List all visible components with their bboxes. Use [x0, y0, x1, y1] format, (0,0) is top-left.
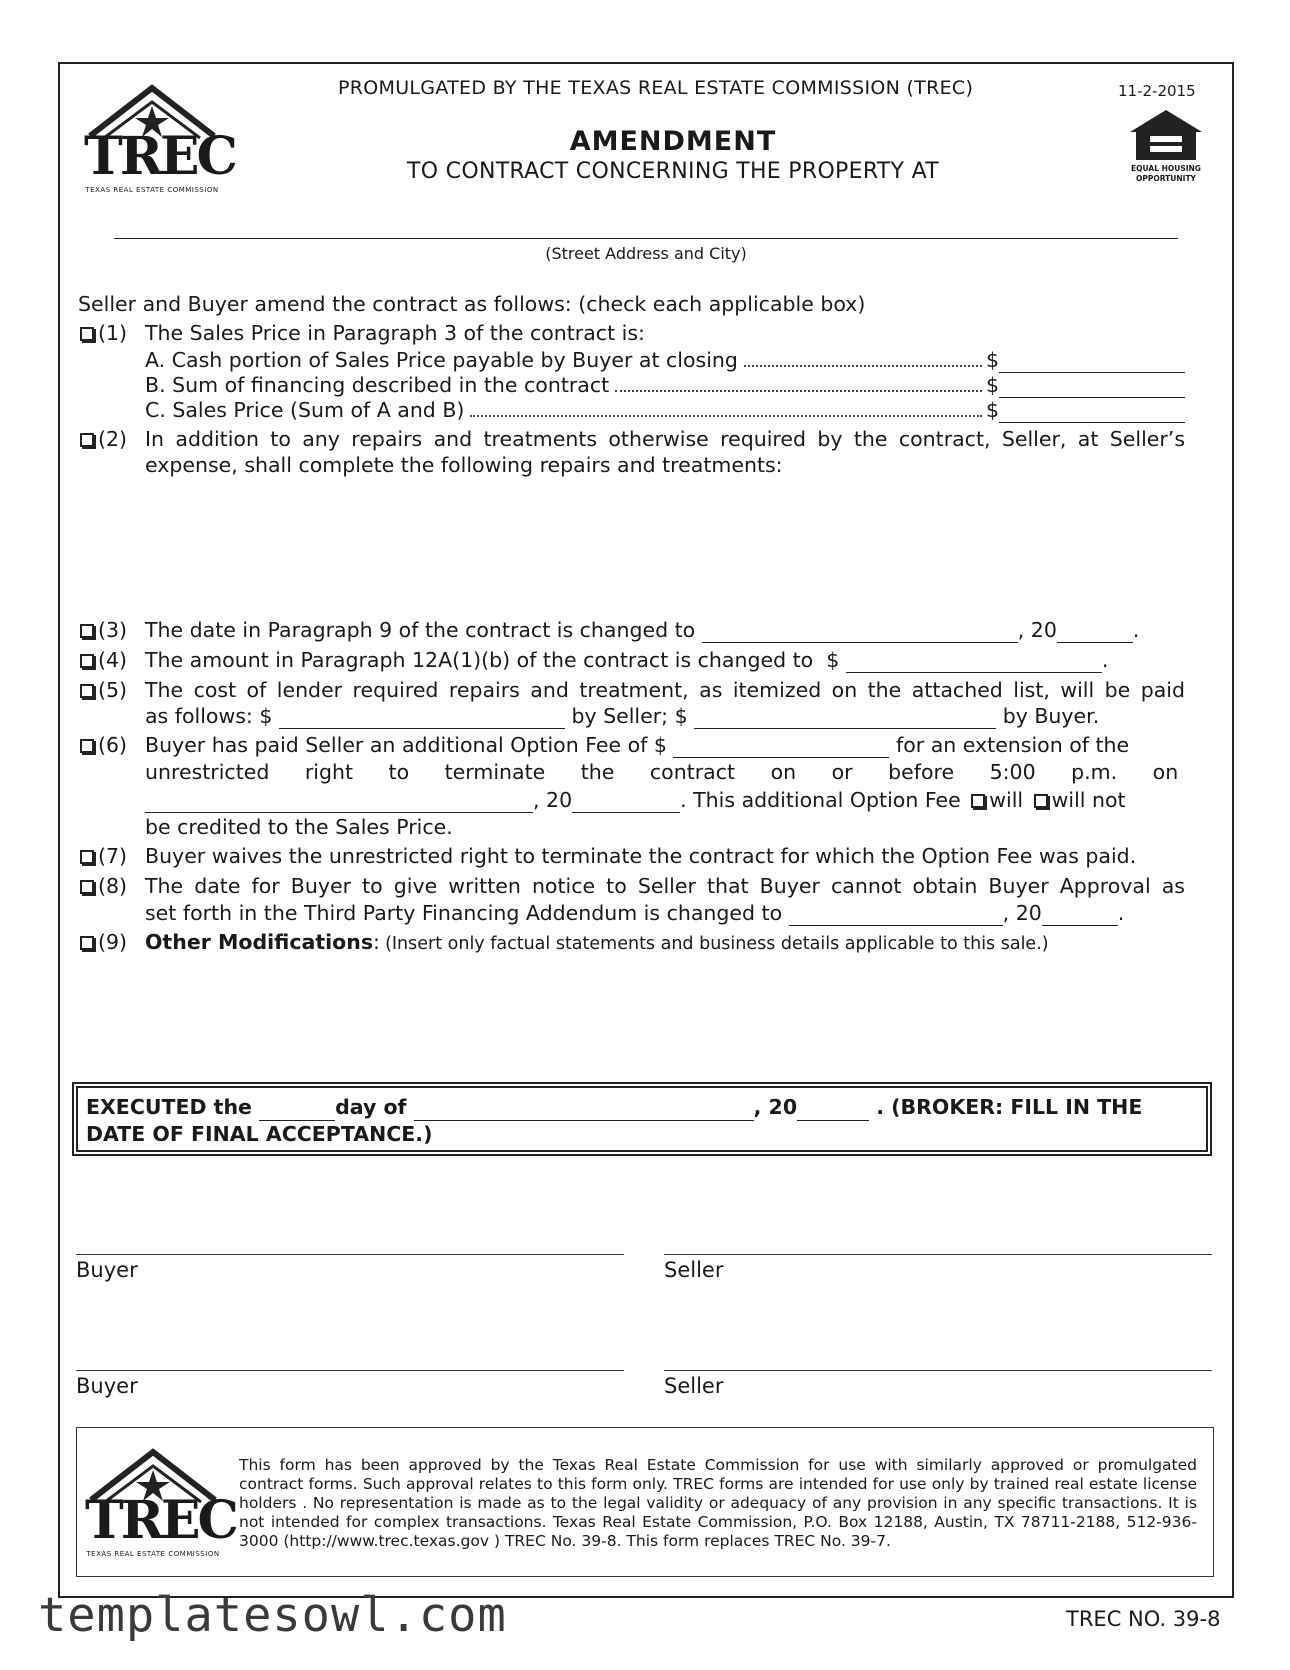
item-6-number [80, 733, 127, 757]
executed-box [76, 1086, 1208, 1152]
buyer-2-label: Buyer [76, 1374, 138, 1398]
paragraph-12a-amount-field[interactable] [846, 648, 1102, 673]
item-6-label-a: Buyer has paid Seller an additional Option Fee of $ [145, 733, 667, 757]
item-6-line-3 [145, 788, 1126, 813]
item-1-number [80, 321, 127, 345]
dollar-sign: $ [985, 373, 999, 397]
equal-housing-icon [1128, 108, 1204, 164]
option-extension-date-field[interactable] [145, 788, 533, 813]
seller-1-label: Seller [664, 1258, 724, 1282]
item-6-label-d: . This additional Option Fee [680, 788, 961, 812]
item-4-label: The amount in Paragraph 12A(1)(b) of the contract is changed to [145, 648, 814, 672]
item-6-line-1 [145, 733, 1129, 758]
sales-price-row-a [145, 348, 1185, 373]
item-7-text: Buyer waives the unrestricted right to terminate the contract for which the Option Fee was paid. [145, 844, 1137, 868]
seller-cost-field[interactable] [279, 704, 565, 729]
item-8-line-1: The date for Buyer to give written notice to Seller that Buyer cannot obtain Buyer Approval as [145, 874, 1185, 898]
logo-subtitle: TEXAS REAL ESTATE COMMISSION [85, 186, 219, 194]
seller-1-signature-line[interactable] [664, 1254, 1212, 1255]
item-7-checkbox[interactable] [80, 850, 94, 864]
item-9-number [80, 930, 127, 954]
intro-text: Seller and Buyer amend the contract as follows: (check each applicable box) [78, 292, 866, 316]
item-9-text [145, 930, 1049, 954]
item-3-checkbox[interactable] [80, 624, 94, 638]
will-not-credit-checkbox[interactable] [1034, 794, 1048, 808]
will-credit-checkbox[interactable] [971, 794, 985, 808]
item-2-line-1: In addition to any repairs and treatments otherwise required by the contract, Seller, at Seller’s [145, 427, 1185, 451]
executed-label-c: , 20 [753, 1095, 798, 1119]
item-4-checkbox[interactable] [80, 654, 94, 668]
item-5-num: (5) [98, 678, 128, 702]
sales-price-a-label: A. Cash portion of Sales Price payable by Buyer at closing [145, 348, 738, 372]
item-5-label-c: by Buyer. [1002, 704, 1100, 728]
dot-leader [470, 415, 982, 417]
item-4-text [145, 648, 1108, 673]
item-5-number [80, 678, 127, 702]
item-5-line-2 [145, 704, 1099, 729]
executed-text [86, 1094, 1142, 1147]
item-2-number [80, 427, 127, 451]
item-6-num: (6) [98, 733, 128, 757]
footer-trec-logo [85, 1446, 236, 1558]
footer-box [76, 1427, 1214, 1577]
item-4-number [80, 648, 127, 672]
item-8-checkbox[interactable] [80, 880, 94, 894]
paragraph-9-date-field[interactable] [702, 618, 1018, 643]
buyer-cost-field[interactable] [694, 704, 996, 729]
executed-line-2: DATE OF FINAL ACCEPTANCE.) [86, 1122, 433, 1146]
footer-logo-subtitle: TEXAS REAL ESTATE COMMISSION [86, 1550, 220, 1558]
eho-label-line-1: EQUAL HOUSING [1131, 164, 1201, 173]
street-address-label: (Street Address and City) [545, 244, 747, 263]
financing-notice-year-field[interactable] [1042, 901, 1118, 926]
financing-notice-date-field[interactable] [789, 901, 1003, 926]
watermark: templatesowl.com [38, 1588, 507, 1643]
dot-leader [615, 390, 982, 392]
year-prefix: , 20 [1017, 618, 1057, 642]
other-modifications-heading: Other Modifications [145, 930, 374, 954]
year-prefix: , 20 [533, 788, 573, 812]
sales-price-a-field[interactable] [999, 348, 1185, 373]
dollar-sign: $ [985, 348, 999, 372]
option-extension-year-field[interactable] [572, 788, 680, 813]
promulgated-line: PROMULGATED BY THE TEXAS REAL ESTATE COMMISSION (TREC) [338, 77, 974, 99]
item-8-num: (8) [98, 874, 128, 898]
item-4-num: (4) [98, 648, 128, 672]
item-5-label-b: by Seller; $ [571, 704, 688, 728]
item-6-line-4: be credited to the Sales Price. [145, 815, 453, 839]
item-6-line-2 [145, 760, 1185, 784]
item-6-line-2-text: unrestricted right to terminate the contract on or before 5:00 p.m. on [145, 760, 1179, 784]
year-prefix: , 20 [1002, 901, 1042, 925]
executed-label-b: day of [335, 1095, 407, 1119]
option-fee-field[interactable] [673, 733, 889, 758]
item-2-checkbox[interactable] [80, 433, 94, 447]
item-2-num: (2) [98, 427, 128, 451]
logo-wordmark: TREC [84, 126, 235, 187]
eho-label-line-2: OPPORTUNITY [1135, 174, 1196, 183]
item-5-label-a: as follows: $ [145, 704, 273, 728]
item-7-num: (7) [98, 844, 128, 868]
executed-year-field[interactable] [797, 1094, 869, 1121]
item-8-number [80, 874, 127, 898]
item-6-label-b: for an extension of the [896, 733, 1130, 757]
item-5-line-1: The cost of lender required repairs and treatment, as itemized on the attached list, will be paid [145, 678, 1185, 702]
executed-label-d: . (BROKER: FILL IN THE [876, 1095, 1143, 1119]
item-9-num: (9) [98, 930, 128, 954]
item-3-text [145, 618, 1139, 643]
page-title: AMENDMENT [569, 126, 777, 157]
sales-price-row-c [145, 398, 1185, 423]
period: . [1117, 901, 1125, 925]
sales-price-b-label: B. Sum of financing described in the contract [145, 373, 610, 397]
seller-2-label: Seller [664, 1374, 724, 1398]
will-label: will [989, 788, 1024, 812]
executed-label-a: EXECUTED the [86, 1095, 252, 1119]
form-date: 11-2-2015 [1118, 82, 1196, 100]
dollar-sign: $ [826, 648, 840, 672]
item-3-label: The date in Paragraph 9 of the contract is changed to [145, 618, 696, 642]
item-6-checkbox[interactable] [80, 739, 94, 753]
colon: : [373, 930, 380, 954]
executed-line-1 [86, 1094, 1142, 1121]
footer-logo-wordmark: TREC [85, 1490, 236, 1551]
item-7-number [80, 844, 127, 868]
item-2-line-2: expense, shall complete the following repairs and treatments: [145, 453, 783, 477]
equal-housing-label [1118, 164, 1214, 184]
item-5-checkbox[interactable] [80, 684, 94, 698]
item-9-checkbox[interactable] [80, 936, 94, 950]
buyer-1-signature-line[interactable] [76, 1254, 624, 1255]
form-number: TREC NO. 39-8 [1066, 1607, 1221, 1631]
sales-price-c-label: C. Sales Price (Sum of A and B) [145, 398, 465, 422]
footer-disclaimer: This form has been approved by the Texas Real Estate Commission for use with similarly approved or promulgated contract forms. Such approval relates to this form only. TREC forms are intended for use only by trained real estate license holders . No representation is made as to the legal validity or adequacy of any provision in any specific transactions. It is not intended for complex transactions. Texas Real Estate Commission, P.O. Box 12188, Austin, TX 78711-2188, 512-936-3000 (http://www.trec.texas.gov ) TREC No. 39-8. This form replaces TREC No. 39-7. [239, 1456, 1197, 1550]
seller-2-signature-line[interactable] [664, 1370, 1212, 1371]
paragraph-9-year-field[interactable] [1057, 618, 1133, 643]
item-8-label: set forth in the Third Party Financing Addendum is changed to [145, 901, 783, 925]
item-3-number [80, 618, 127, 642]
item-8-line-2 [145, 901, 1124, 926]
period: . [1101, 648, 1109, 672]
will-not-label: will not [1051, 788, 1126, 812]
other-modifications-note: (Insert only factual statements and business details applicable to this sale.) [385, 934, 1049, 954]
sales-price-b-field[interactable] [999, 373, 1185, 398]
period: . [1132, 618, 1140, 642]
dollar-sign: $ [985, 398, 999, 422]
buyer-2-signature-line[interactable] [76, 1370, 624, 1371]
sales-price-row-b [145, 373, 1185, 398]
street-address-field[interactable] [114, 238, 1178, 239]
dot-leader [744, 365, 982, 367]
executed-month-field[interactable] [414, 1094, 754, 1121]
item-1-num: (1) [98, 321, 128, 345]
item-1-text: The Sales Price in Paragraph 3 of the contract is: [145, 321, 645, 345]
item-1-checkbox[interactable] [80, 327, 94, 341]
executed-day-field[interactable] [259, 1094, 335, 1121]
item-3-num: (3) [98, 618, 128, 642]
sales-price-c-field[interactable] [999, 398, 1185, 423]
page-subtitle: TO CONTRACT CONCERNING THE PROPERTY AT [407, 159, 939, 184]
buyer-1-label: Buyer [76, 1258, 138, 1282]
